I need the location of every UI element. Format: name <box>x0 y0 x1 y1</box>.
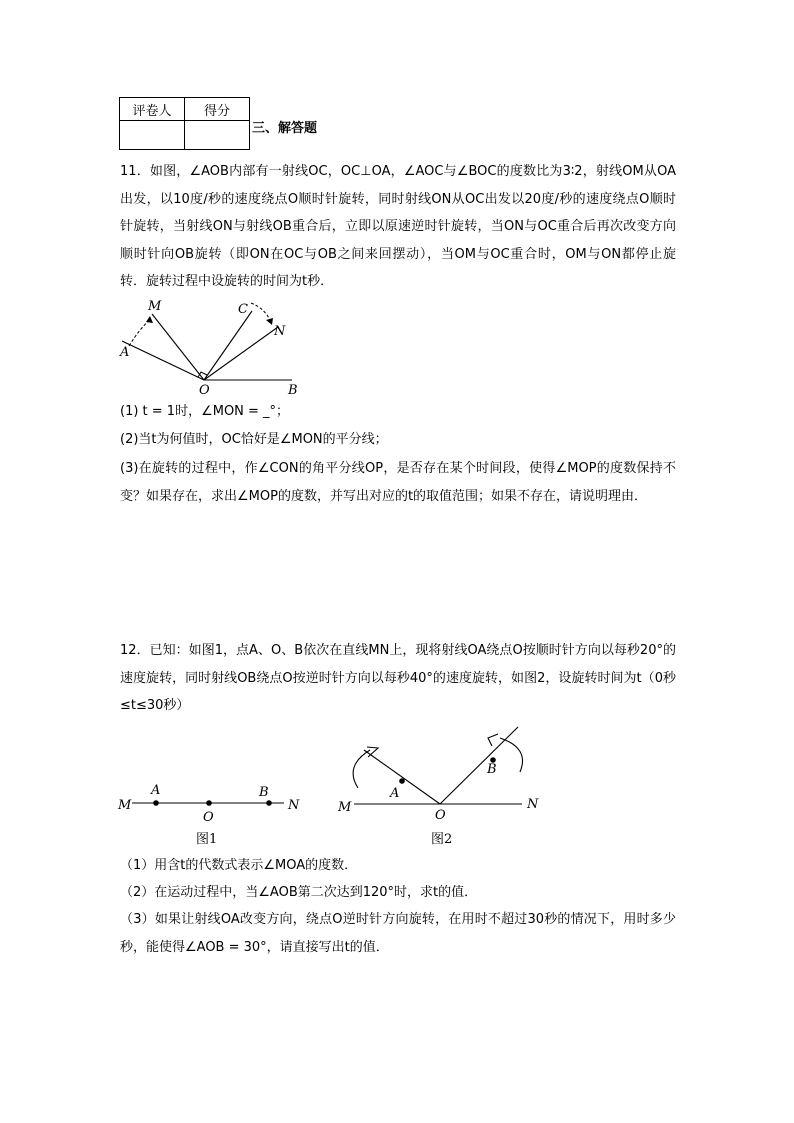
q11-sub1: (1) t = 1时，∠MON = _°； <box>120 404 290 419</box>
label-b: B <box>259 785 269 800</box>
label-m: M <box>338 800 352 815</box>
q12-stem: 12．已知：如图1，点A、O、B依次在直线MN上，现将射线OA绕点O按顺时针方向以每秒20°的速度旋转，同时射线OB绕点O按逆时针方向以每秒40°的速度旋转，如图2，设旋转时间为t（0秒≤t≤30秒） <box>120 643 676 713</box>
label-m: M <box>118 798 132 813</box>
arc-a-to-m <box>129 320 150 346</box>
arc-c-to-n <box>251 303 270 320</box>
label-b: B <box>288 383 298 398</box>
fig1-caption: 图1 <box>196 832 218 847</box>
ray-on <box>204 327 278 380</box>
point-a <box>399 778 405 784</box>
arc-b-rotation <box>500 738 523 772</box>
right-angle-mark <box>198 372 207 377</box>
score-table <box>119 97 250 150</box>
reviewer-label: 评卷人 <box>120 98 185 121</box>
section-title: 三、解答题 <box>252 121 318 136</box>
point-b <box>266 800 272 806</box>
label-m: M <box>148 299 162 314</box>
q12-figure-2 <box>330 720 550 850</box>
label-b: B <box>487 762 497 777</box>
label-o: O <box>435 808 446 823</box>
arc-a-rotation <box>353 750 370 788</box>
label-a: A <box>151 783 161 798</box>
label-a: A <box>120 345 130 360</box>
q11-sub3: (3)在旋转的过程中，作∠CON的角平分线OP，是否存在某个时间段，使得∠MOP的度数保持不变？如果存在，求出∠MOP的度数，并写出对应的t的取值范围；如果不存在，请说明理由． <box>120 461 676 504</box>
q11-sub2: (2)当t为何值时，OC恰好是∠MON的平分线； <box>120 432 388 447</box>
q12-sub3: （3）如果让射线OA改变方向，绕点O逆时针方向旋转，在用时不超过30秒的情况下，用时多少秒，能使得∠AOB = 30°，请直接写出t的值． <box>120 912 676 955</box>
label-n: N <box>527 797 539 812</box>
ray-om <box>152 314 204 380</box>
point-a <box>153 800 159 806</box>
ray-ob <box>440 727 518 804</box>
score-cell <box>185 121 250 150</box>
q12-sub1: （1）用含t的代数式表示∠MOA的度数． <box>120 858 358 873</box>
fig2-caption: 图2 <box>431 832 453 847</box>
ray-oa <box>364 750 440 804</box>
label-o: O <box>203 810 214 825</box>
label-n: N <box>288 798 300 813</box>
reviewer-cell <box>120 121 185 150</box>
ray-oc <box>204 311 252 380</box>
q12-sub2: （2）在运动过程中，当∠AOB第二次达到120°时，求t的值． <box>120 885 478 900</box>
q11-stem: 11．如图，∠AOB内部有一射线OC，OC⊥OA，∠AOC与∠BOC的度数比为3∶2，射线OM从OA出发，以10度/秒的速度绕点O顺时针旋转，同时射线ON从OC出发以20度/秒的速度绕点O顺时针旋转，当射线ON与射线OB重合后，立即以原速逆时针旋转，当ON与OC重合后再次改变方向顺时针向OB旋转（即ON在OC与OB之间来回摆动），当OM与OC重合时，OM与ON都停止旋转．旋转过程中设旋转的时间为t秒． <box>120 164 676 289</box>
label-n: N <box>274 324 286 339</box>
ray-oa <box>122 341 204 380</box>
label-o: O <box>199 383 210 398</box>
point-o <box>206 800 212 806</box>
q11-figure <box>110 294 310 398</box>
label-c: C <box>238 302 248 317</box>
q12-figure-1 <box>112 778 312 850</box>
score-label: 得分 <box>185 98 250 121</box>
label-a: A <box>390 786 400 801</box>
